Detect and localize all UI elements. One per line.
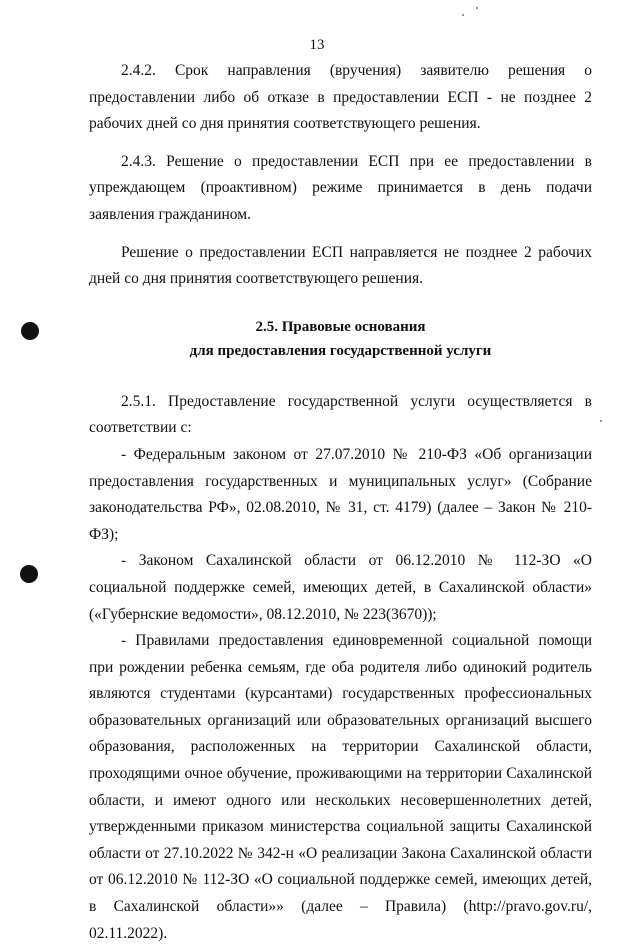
scan-speck <box>476 7 478 9</box>
scan-speck <box>600 420 602 422</box>
scan-speck <box>462 14 464 16</box>
paragraph-2-5-1: 2.5.1. Предоставление государственной услуги осуществляется в соответствии с: <box>89 392 592 437</box>
punch-hole <box>21 322 39 340</box>
list-item-regional-law: - Законом Сахалинской области от 06.12.2010 № 112-ЗО «О социальной поддержке семей, имеющих детей, в Сахалинской области» («Губернские ведомости», 08.12.2010, № 223(3670)); <box>89 552 592 623</box>
list-item-federal-law: - Федеральным законом от 27.07.2010 № 210-ФЗ «Об организации предоставления государственных и муниципальных услуг» (Собрание законодательства РФ», 02.08.2010, № 31, ст. 4179) (далее – Закон № 210-ФЗ); <box>89 445 592 543</box>
document-body <box>89 58 592 947</box>
section-heading-line1: 2.5. Правовые основания <box>255 318 426 335</box>
paragraph-2-4-2: 2.4.2. Срок направления (вручения) заявителю решения о предоставлении либо об отказе в предоставлении ЕСП - не позднее 2 рабочих дней со дня принятия соответствующего решения. <box>89 62 592 133</box>
list-item-rules: - Правилами предоставления единовременной социальной помощи при рождении ребенка семьям, где оба родителя либо одинокий родитель являются студентами (курсантами) государственных профессиональных образовательных организаций или образовательных организаций высшего образования, расположенных на территории Сахалинской области, проходящими очное обучение, проживающими на территории Сахалинской области, и имеют одного или нескольких несовершеннолетних детей, утвержденными приказом министерства социальной защиты Сахалинской области от 27.10.2022 № 342-н «О реализации Закона Сахалинской области от 06.12.2010 № 112-ЗО «О социальной поддержке семей, имеющих детей, в Сахалинской области»» (далее – Правила) (http://pravo.gov.ru/, 02.11.2022). <box>89 632 592 942</box>
paragraph-esp-decision: Решение о предоставлении ЕСП направляется не позднее 2 рабочих дней со дня принятия соответствующего решения. <box>89 243 592 288</box>
page-number: 13 <box>309 37 325 53</box>
paragraph-2-4-3: 2.4.3. Решение о предоставлении ЕСП при ее предоставлении в упреждающем (проактивном) режиме принимается в день подачи заявления гражданином. <box>89 152 592 223</box>
section-heading-line2: для предоставления государственной услуги <box>189 342 492 359</box>
punch-hole <box>20 565 38 583</box>
